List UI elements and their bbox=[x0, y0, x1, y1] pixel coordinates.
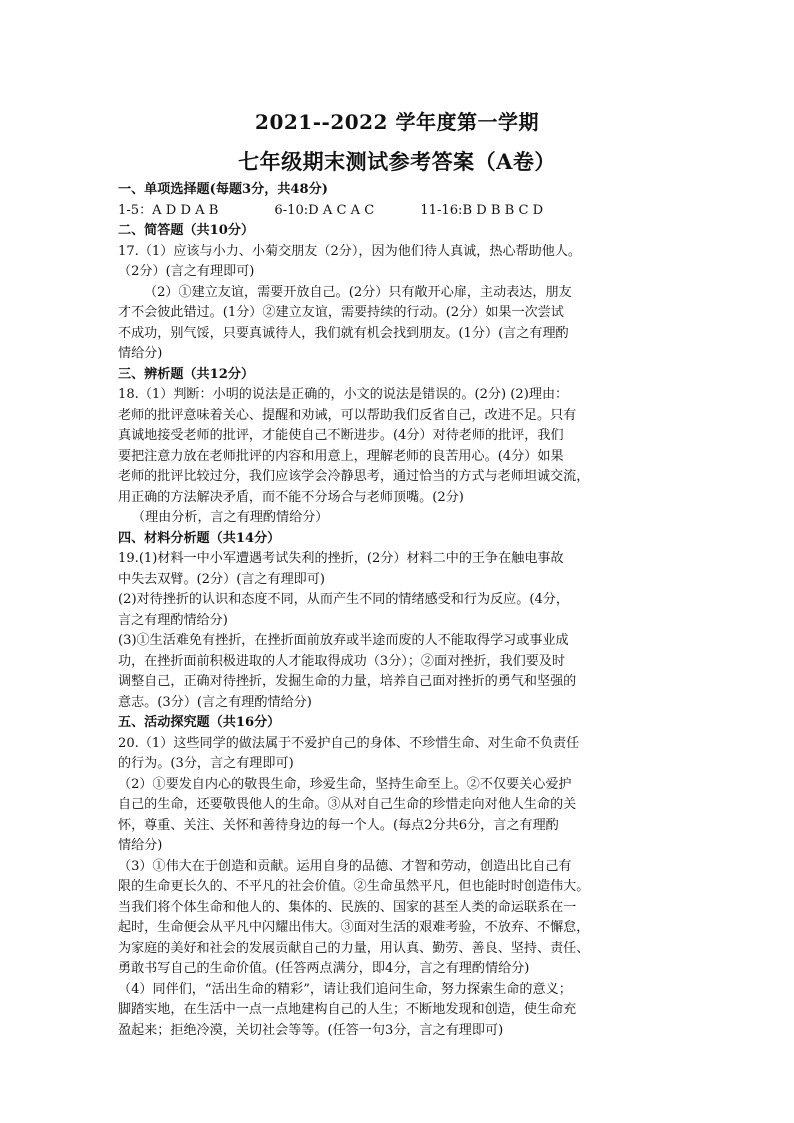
section-heading-material-analysis: 四、材料分析题（共14分） bbox=[118, 530, 281, 546]
answer-line: 限的生命更长久的、不平凡的社会价值。②生命虽然平凡，但也能时时创造伟大。 bbox=[118, 879, 590, 894]
answer-line: 老师的批评比较过分，我们应该学会冷静思考，通过恰当的方式与老师坦诚交流， bbox=[118, 469, 590, 484]
answer-line: 当我们将个体生命和他人的、集体的、民族的、国家的甚至人类的命运联系在一 bbox=[118, 899, 577, 915]
answer-line: 起时，生命便会从平凡中闪耀出伟大。③面对生活的艰难考验，不放弃、不懈怠， bbox=[118, 920, 590, 935]
answer-line: （理由分析，言之有理酌情给分） bbox=[132, 510, 329, 525]
answer-line: 18.（1）判断：小明的说法是正确的，小文的说法是错误的。(2分) (2)理由： bbox=[118, 387, 569, 402]
answer-line: 意志。(3分）(言之有理酌情给分) bbox=[118, 694, 312, 710]
answer-line: 用正确的方法解决矛盾，而不能不分场合与老师顶嘴。(2分) bbox=[118, 489, 464, 505]
answer-line: （3）①伟大在于创造和贡献。运用自身的品德、才智和劳动，创造出比自己有 bbox=[118, 858, 572, 874]
answers-1-5: 1-5：A D D A B bbox=[118, 202, 219, 218]
answer-line: 自己的生命，还要敬畏他人的生命。③从对自己生命的珍惜走向对他人生命的关 bbox=[118, 797, 577, 812]
answer-line: 功，在挫折面前积极进取的人才能取得成功（3分）；②面对挫折，我们要及时 bbox=[118, 653, 565, 669]
answers-6-10: 6-10:D A C A C bbox=[274, 202, 375, 218]
answer-line: 调整自己，正确对待挫折，发掘生命的力量，培养自己面对挫折的勇气和坚强的 bbox=[118, 674, 577, 689]
answer-line: (3)①生活难免有挫折，在挫折面前放弃或半途而废的人不能取得学习或事业成 bbox=[118, 633, 569, 648]
document-title-year: 2021--2022 学年度第一学期 bbox=[255, 110, 539, 134]
document-title-answers: 七年级期末测试参考答案（A卷） bbox=[238, 149, 556, 174]
answer-line: 20.（1）这些同学的做法属于不爱护自己的身体、不珍惜生命、对生命不负责任 bbox=[118, 735, 580, 751]
answer-line: 真诚地接受老师的批评，才能使自己不断进步。(4分）对待老师的批评，我们 bbox=[118, 428, 564, 443]
answer-line: 脚踏实地，在生活中一点一点地建构自己的人生；不断地发现和创造，使生命充 bbox=[118, 1002, 577, 1017]
answer-line: 要把注意力放在老师批评的内容和用意上，理解老师的良苦用心。(4分）如果 bbox=[118, 448, 564, 464]
answer-line: 情给分) bbox=[118, 838, 163, 853]
answer-line: 17.（1）应该与小力、小菊交朋友（2分），因为他们待人真诚，热心帮助他人。 bbox=[118, 243, 582, 259]
section-heading-analysis: 三、辨析题（共12分） bbox=[118, 366, 255, 382]
section-heading-short-answer: 二、简答题（共10分） bbox=[118, 223, 255, 238]
answer-line: 老师的批评意味着关心、提醒和劝诫，可以帮助我们反省自己，改进不足。只有 bbox=[118, 407, 577, 423]
section-heading-multiple-choice: 一、单项选择题(每题3分，共48分) bbox=[118, 182, 328, 197]
answer-line: （2）①建立友谊，需要开放自己。(2分）只有敞开心扉，主动表达，朋友 bbox=[144, 284, 572, 300]
answer-line: 中失去双臂。(2分）(言之有理即可) bbox=[118, 571, 325, 587]
answer-line: 怀，尊重、关注、关怀和善待身边的每一个人。(每点2分共6分，言之有理酌 bbox=[118, 817, 559, 833]
answer-line: （2）①要发自内心的敬畏生命，珍爱生命，坚持生命至上。②不仅要关心爱护 bbox=[118, 776, 572, 792]
answer-line: 勇敢书写自己的生命价值。(任答两点满分，即4分，言之有理酌情给分) bbox=[118, 961, 530, 976]
answer-line: 19.(1)材料一中小军遭遇考试失利的挫折，(2分）材料二中的王争在触电事故 bbox=[118, 551, 564, 566]
answer-line: （2分）(言之有理即可) bbox=[118, 264, 255, 279]
answer-line: 不成功，别气馁，只要真诚待人，我们就有机会找到朋友。(1分）(言之有理酌 bbox=[118, 325, 569, 341]
answer-line: 为家庭的美好和社会的发展贡献自己的力量，用认真、勤劳、善良、坚持、责任、 bbox=[118, 940, 590, 956]
answer-line: 才不会彼此错过。(1分）②建立友谊，需要持续的行动。(2分）如果一次尝试 bbox=[118, 305, 564, 320]
answer-line: 的行为。(3分，言之有理即可) bbox=[118, 756, 294, 771]
answer-line: 情给分) bbox=[118, 346, 163, 361]
answer-body bbox=[118, 180, 678, 1041]
answer-line: （4）同伴们，“活出生命的精彩”，请让我们追问生命，努力探索生命的意义； bbox=[118, 981, 572, 997]
answer-line: (2)对待挫折的认识和态度不同，从而产生不同的情绪感受和行为反应。(4分， bbox=[118, 592, 569, 607]
section-heading-activity-inquiry: 五、活动探究题（共16分） bbox=[118, 715, 281, 730]
answer-line: 盈起来；拒绝冷漠，关切社会等等。(任答一句3分，言之有理即可) bbox=[118, 1022, 504, 1038]
multiple-choice-answers bbox=[118, 201, 678, 222]
answers-11-16: 11-16:B D B B C D bbox=[420, 202, 544, 218]
answer-line: 言之有理酌情给分) bbox=[118, 612, 228, 628]
